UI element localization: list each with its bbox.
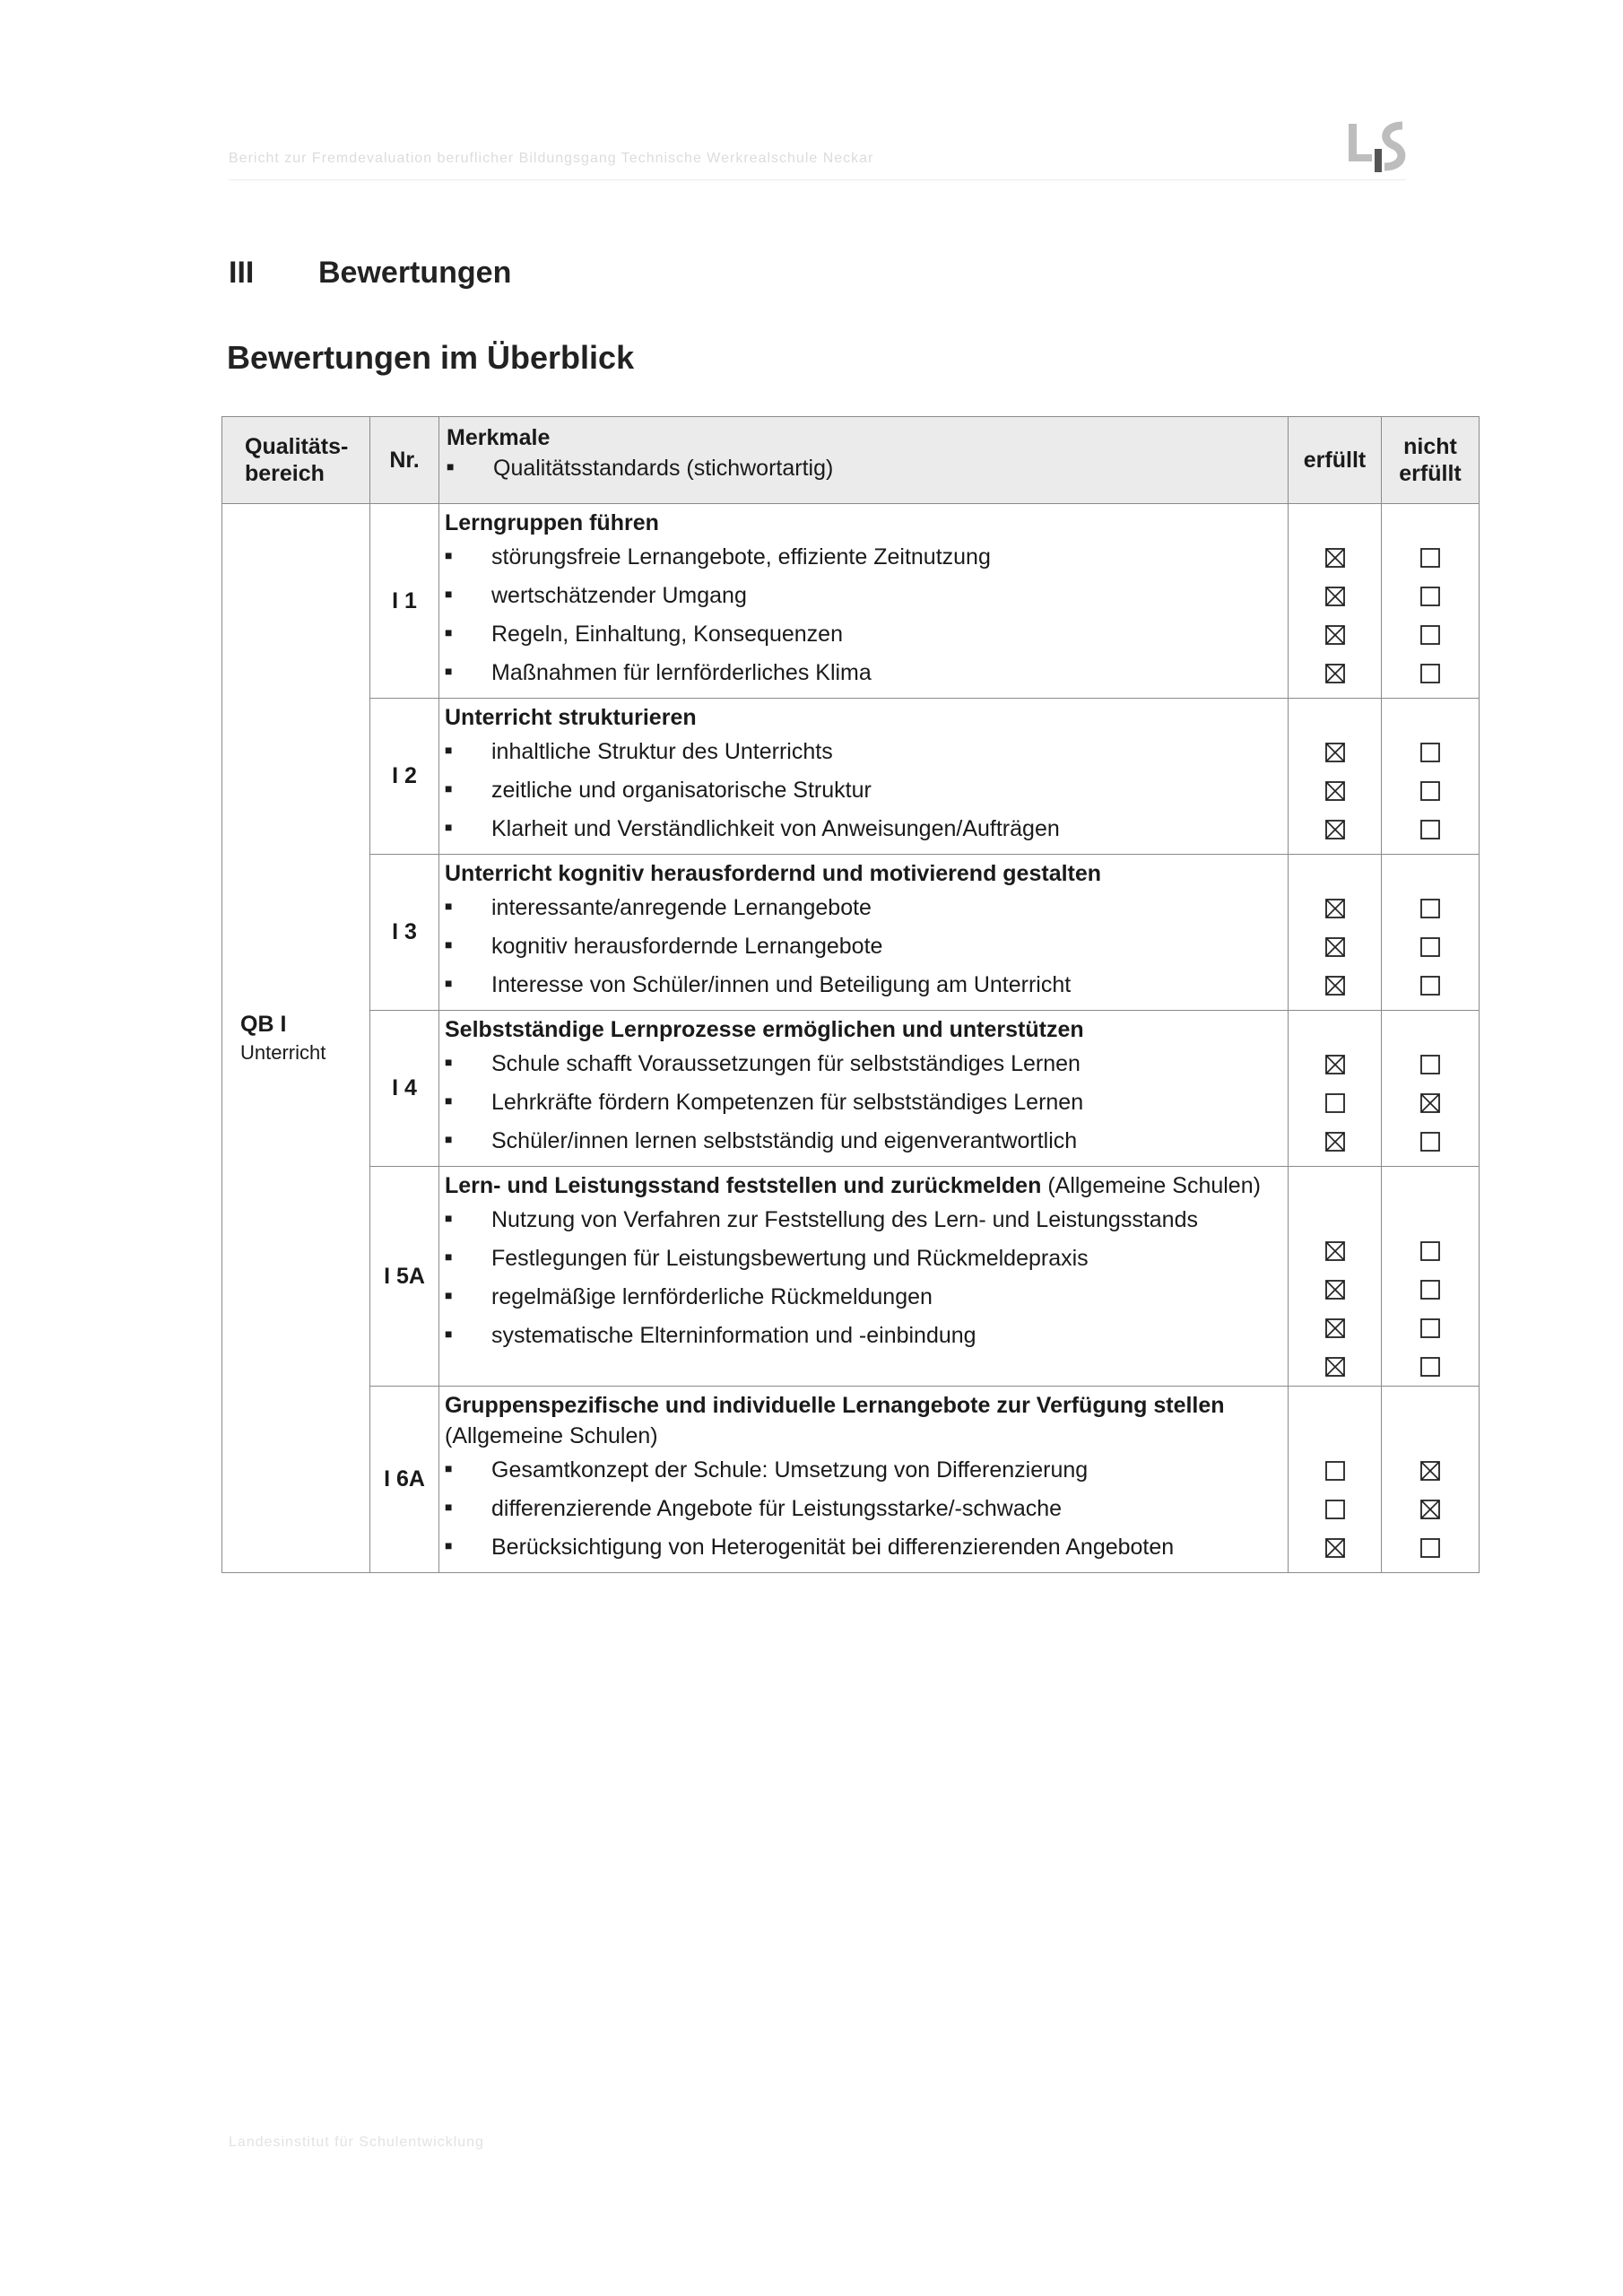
empty-checkbox-icon[interactable]	[1382, 1045, 1479, 1083]
empty-checkbox-icon[interactable]	[1382, 1347, 1479, 1386]
standard-item: ■ Festlegungen für Leistungsbewertung und Rückmeldepraxis	[445, 1239, 1282, 1278]
standard-item: ■ Maßnahmen für lernförderliches Klima	[445, 654, 1282, 692]
header-merkmale: Merkmale ■ Qualitätsstandards (stichwortartig)	[439, 417, 1289, 504]
bullet-icon: ■	[445, 1460, 453, 1475]
standard-item: ■ zeitliche und organisatorische Struktur	[445, 771, 1282, 810]
standard-item: ■ Schüler/innen lernen selbstständig und eigenverantwortlich	[445, 1122, 1282, 1161]
standard-item: ■ Nutzung von Verfahren zur Feststellung des Lern- und Leistungsstands	[445, 1201, 1282, 1239]
criterion-cell	[439, 1167, 1289, 1387]
evaluation-table	[221, 416, 1480, 1573]
running-header: Bericht zur Fremdevaluation beruflicher Bildungsgang Technische Werkrealschule Neckar	[229, 151, 1406, 180]
empty-checkbox-icon[interactable]	[1382, 577, 1479, 615]
bullet-icon: ■	[445, 1248, 453, 1264]
checked-checkbox-icon[interactable]	[1289, 771, 1381, 810]
criterion-title: Unterricht kognitiv herausfordernd und motivierend gestalten	[445, 861, 1102, 886]
erfuellt-cell	[1289, 699, 1382, 855]
checked-checkbox-icon[interactable]	[1289, 538, 1381, 577]
criterion-number: I 2	[370, 699, 439, 855]
bullet-icon: ■	[445, 1537, 453, 1552]
section-number: III	[229, 256, 255, 290]
empty-checkbox-icon[interactable]	[1289, 1083, 1381, 1122]
empty-checkbox-icon[interactable]	[1289, 1451, 1381, 1490]
bullet-icon: ■	[445, 898, 453, 913]
table-header-row	[222, 417, 1480, 504]
header-nr: Nr.	[370, 417, 439, 504]
criterion-subtitle: (Allgemeine Schulen)	[1047, 1173, 1261, 1198]
criterion-row	[222, 1011, 1480, 1167]
bullet-icon: ■	[445, 1210, 453, 1225]
empty-checkbox-icon[interactable]	[1382, 538, 1479, 577]
bullet-icon: ■	[445, 1131, 453, 1146]
standard-item: ■ störungsfreie Lernangebote, effiziente Zeitnutzung	[445, 538, 1282, 577]
bullet-icon: ■	[445, 1054, 453, 1069]
empty-checkbox-icon[interactable]	[1382, 771, 1479, 810]
checked-checkbox-icon[interactable]	[1289, 1270, 1381, 1309]
criterion-number: I 1	[370, 504, 439, 699]
checked-checkbox-icon[interactable]	[1382, 1083, 1479, 1122]
checked-checkbox-icon[interactable]	[1289, 1231, 1381, 1270]
checked-checkbox-icon[interactable]	[1289, 810, 1381, 848]
quality-area-name: Unterricht	[240, 1041, 326, 1064]
bullet-icon: ■	[445, 624, 453, 639]
checked-checkbox-icon[interactable]	[1289, 733, 1381, 771]
empty-checkbox-icon[interactable]	[1382, 654, 1479, 692]
header-erfuellt: erfüllt	[1289, 417, 1382, 504]
page-footer: Landesinstitut für Schulentwicklung	[229, 2135, 484, 2150]
standard-item: ■ interessante/anregende Lernangebote	[445, 889, 1282, 927]
criterion-title: Gruppenspezifische und individuelle Lernangebote zur Verfügung stellen (Allgemeine Schulen)	[445, 1393, 1225, 1448]
empty-checkbox-icon[interactable]	[1382, 615, 1479, 654]
checked-checkbox-icon[interactable]	[1289, 1122, 1381, 1161]
criterion-cell	[439, 855, 1289, 1011]
page-subtitle: Bewertungen im Überblick	[227, 339, 635, 376]
institute-logo	[1345, 117, 1417, 179]
bullet-icon: ■	[445, 1326, 453, 1341]
standard-item: ■ inhaltliche Struktur des Unterrichts	[445, 733, 1282, 771]
checked-checkbox-icon[interactable]	[1289, 889, 1381, 927]
checked-checkbox-icon[interactable]	[1382, 1490, 1479, 1528]
criterion-row	[222, 504, 1480, 699]
criterion-number: I 4	[370, 1011, 439, 1167]
standard-item: ■ Gesamtkonzept der Schule: Umsetzung von Differenzierung	[445, 1451, 1282, 1490]
nicht-erfuellt-cell	[1382, 699, 1480, 855]
nicht-erfuellt-cell	[1382, 1011, 1480, 1167]
bullet-icon: ■	[445, 663, 453, 678]
standard-item: ■ Lehrkräfte fördern Kompetenzen für selbstständiges Lernen	[445, 1083, 1282, 1122]
criterion-title: Lerngruppen führen	[445, 510, 659, 535]
erfuellt-cell	[1289, 1167, 1382, 1387]
standard-item: ■ wertschätzender Umgang	[445, 577, 1282, 615]
bullet-icon: ■	[445, 1287, 453, 1302]
checked-checkbox-icon[interactable]	[1289, 1347, 1381, 1386]
criterion-cell	[439, 1011, 1289, 1167]
bullet-icon: ■	[445, 819, 453, 834]
header-qualitaetsbereich: Qualitäts- bereich	[222, 417, 370, 504]
bullet-icon: ■	[445, 1499, 453, 1514]
erfuellt-cell	[1289, 504, 1382, 699]
checked-checkbox-icon[interactable]	[1289, 1045, 1381, 1083]
criterion-row	[222, 1167, 1480, 1387]
erfuellt-cell	[1289, 1011, 1382, 1167]
bullet-icon: ■	[445, 936, 453, 952]
nicht-erfuellt-cell	[1382, 504, 1480, 699]
checked-checkbox-icon[interactable]	[1289, 615, 1381, 654]
criterion-row	[222, 855, 1480, 1011]
checked-checkbox-icon[interactable]	[1289, 1528, 1381, 1567]
criterion-cell	[439, 504, 1289, 699]
checked-checkbox-icon[interactable]	[1289, 1309, 1381, 1347]
checked-checkbox-icon[interactable]	[1289, 654, 1381, 692]
criterion-number: I 6A	[370, 1387, 439, 1573]
standard-item: ■ Klarheit und Verständlichkeit von Anweisungen/Aufträgen	[445, 810, 1282, 848]
criterion-row	[222, 1387, 1480, 1573]
standard-item: ■ Berücksichtigung von Heterogenität bei differenzierenden Angeboten	[445, 1528, 1282, 1567]
quality-area-code: QB I	[240, 1012, 287, 1037]
standard-item: ■ Interesse von Schüler/innen und Beteiligung am Unterricht	[445, 966, 1282, 1004]
empty-checkbox-icon[interactable]	[1382, 1309, 1479, 1347]
checked-checkbox-icon[interactable]	[1289, 927, 1381, 966]
quality-area-cell	[222, 504, 370, 1573]
empty-checkbox-icon[interactable]	[1382, 1270, 1479, 1309]
standard-item: ■ systematische Elterninformation und -einbindung	[445, 1317, 1282, 1355]
checked-checkbox-icon[interactable]	[1289, 577, 1381, 615]
bullet-icon: ■	[445, 1092, 453, 1108]
empty-checkbox-icon[interactable]	[1382, 1231, 1479, 1270]
bullet-icon: ■	[445, 742, 453, 757]
checked-checkbox-icon[interactable]	[1289, 966, 1381, 1004]
criterion-cell	[439, 1387, 1289, 1573]
criterion-subtitle: (Allgemeine Schulen)	[445, 1423, 658, 1448]
nicht-erfuellt-cell	[1382, 1387, 1480, 1573]
empty-checkbox-icon[interactable]	[1289, 1490, 1381, 1528]
empty-checkbox-icon[interactable]	[1382, 733, 1479, 771]
empty-checkbox-icon[interactable]	[1382, 927, 1479, 966]
checked-checkbox-icon[interactable]	[1382, 1451, 1479, 1490]
bullet-icon: ■	[445, 586, 453, 601]
standard-item: ■ regelmäßige lernförderliche Rückmeldungen	[445, 1278, 1282, 1317]
nicht-erfuellt-cell	[1382, 1167, 1480, 1387]
criterion-title: Lern- und Leistungsstand feststellen und zurückmelden (Allgemeine Schulen)	[445, 1173, 1261, 1198]
section-heading	[229, 256, 511, 291]
standard-item: ■ Schule schafft Voraussetzungen für selbstständiges Lernen	[445, 1045, 1282, 1083]
standard-item: ■ differenzierende Angebote für Leistungsstarke/-schwache	[445, 1490, 1282, 1528]
bullet-icon: ■	[445, 975, 453, 990]
section-title: Bewertungen	[318, 256, 512, 290]
nicht-erfuellt-cell	[1382, 855, 1480, 1011]
empty-checkbox-icon[interactable]	[1382, 1528, 1479, 1567]
criterion-cell	[439, 699, 1289, 855]
bullet-icon: ■	[445, 547, 453, 562]
criterion-number: I 5A	[370, 1167, 439, 1387]
empty-checkbox-icon[interactable]	[1382, 889, 1479, 927]
empty-checkbox-icon[interactable]	[1382, 966, 1479, 1004]
header-nicht-erfuellt: nicht erfüllt	[1382, 417, 1480, 504]
standard-item: ■ Regeln, Einhaltung, Konsequenzen	[445, 615, 1282, 654]
standard-item: ■ kognitiv herausfordernde Lernangebote	[445, 927, 1282, 966]
criterion-title: Unterricht strukturieren	[445, 705, 697, 730]
empty-checkbox-icon[interactable]	[1382, 1122, 1479, 1161]
erfuellt-cell	[1289, 1387, 1382, 1573]
criterion-row	[222, 699, 1480, 855]
bullet-icon: ■	[445, 780, 453, 796]
criterion-title: Selbstständige Lernprozesse ermöglichen und unterstützen	[445, 1017, 1084, 1042]
erfuellt-cell	[1289, 855, 1382, 1011]
empty-checkbox-icon[interactable]	[1382, 810, 1479, 848]
criterion-number: I 3	[370, 855, 439, 1011]
